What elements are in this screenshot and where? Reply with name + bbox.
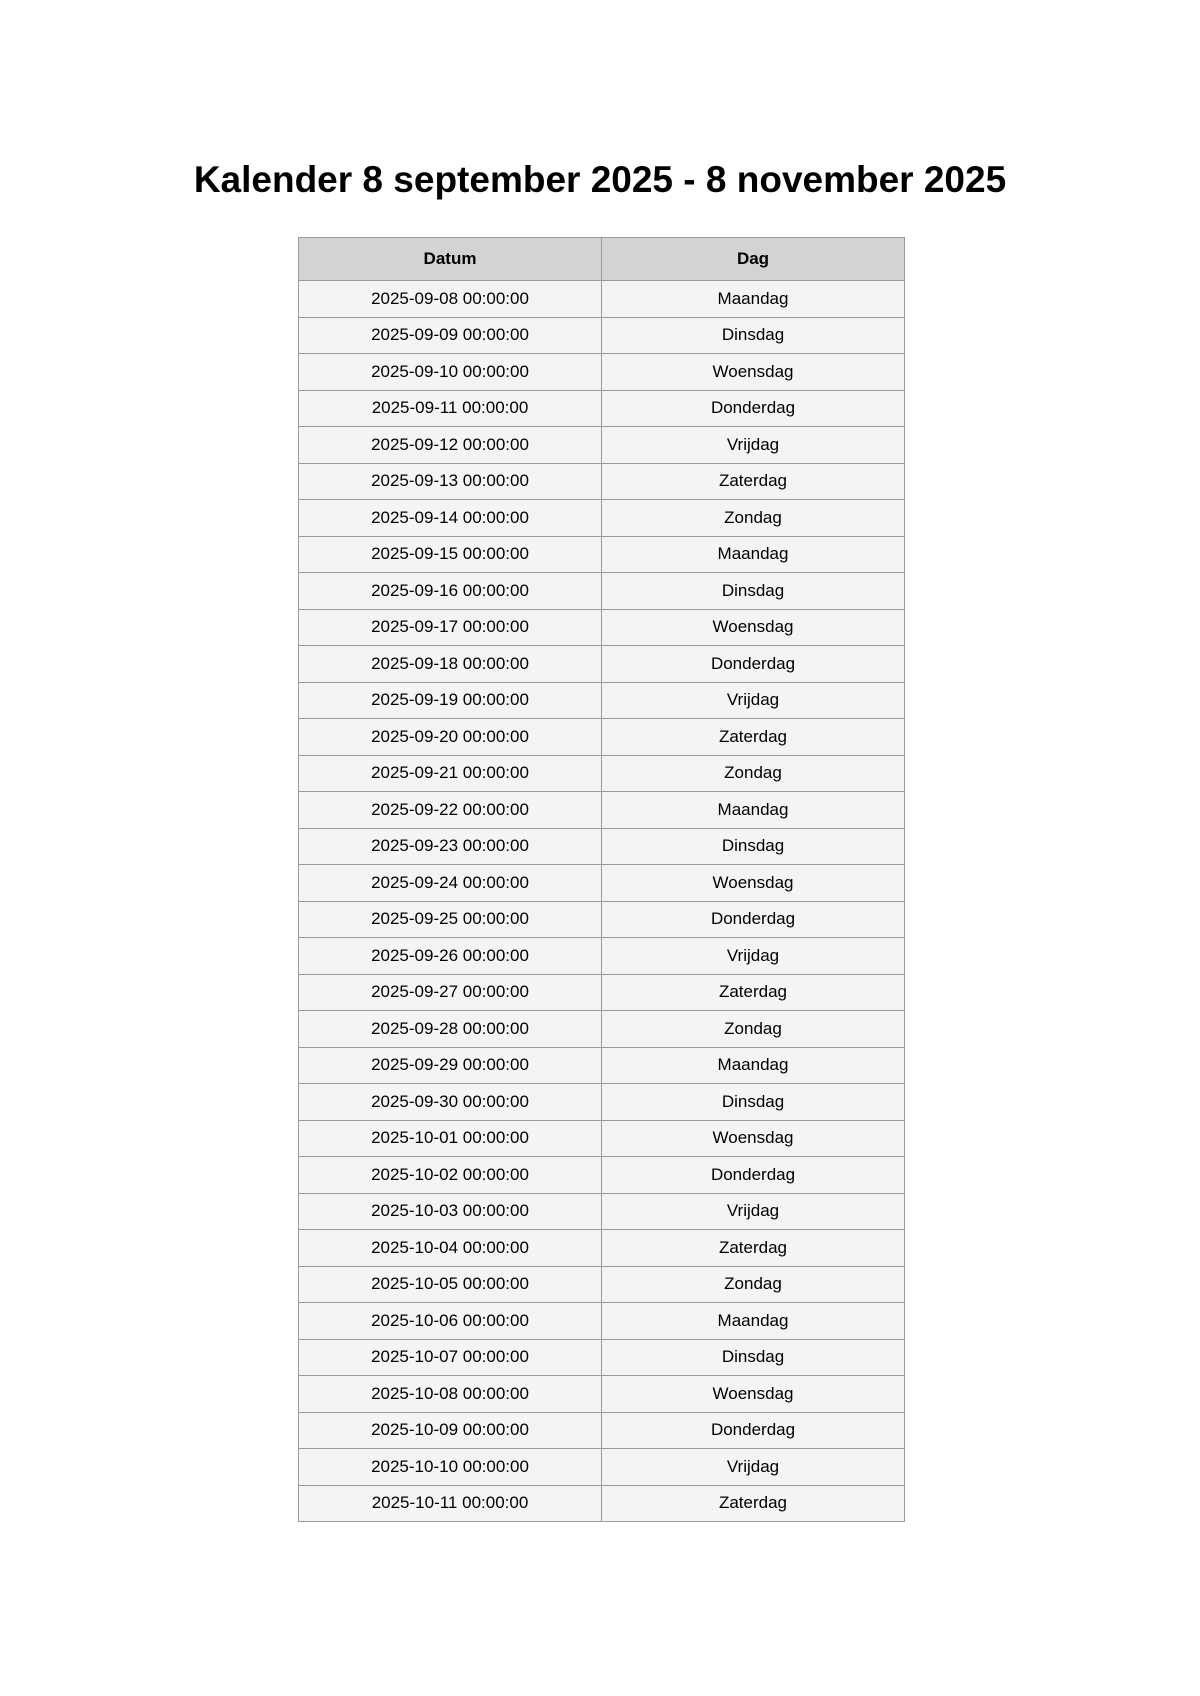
date-cell: 2025-10-06 00:00:00 xyxy=(299,1303,602,1340)
day-cell: Woensdag xyxy=(602,354,905,391)
table-row xyxy=(299,1376,905,1413)
day-cell: Dinsdag xyxy=(602,573,905,610)
day-cell: Maandag xyxy=(602,1047,905,1084)
day-cell: Dinsdag xyxy=(602,828,905,865)
date-cell: 2025-09-18 00:00:00 xyxy=(299,646,602,683)
date-cell: 2025-10-07 00:00:00 xyxy=(299,1339,602,1376)
date-cell: 2025-10-04 00:00:00 xyxy=(299,1230,602,1267)
day-cell: Dinsdag xyxy=(602,317,905,354)
date-cell: 2025-10-03 00:00:00 xyxy=(299,1193,602,1230)
date-cell: 2025-09-23 00:00:00 xyxy=(299,828,602,865)
table-row xyxy=(299,682,905,719)
table-row xyxy=(299,536,905,573)
day-cell: Vrijdag xyxy=(602,1193,905,1230)
day-cell: Dinsdag xyxy=(602,1339,905,1376)
date-cell: 2025-09-08 00:00:00 xyxy=(299,281,602,318)
table-row xyxy=(299,1157,905,1194)
day-cell: Donderdag xyxy=(602,1412,905,1449)
date-cell: 2025-09-13 00:00:00 xyxy=(299,463,602,500)
table-row xyxy=(299,974,905,1011)
day-cell: Zondag xyxy=(602,1266,905,1303)
day-cell: Maandag xyxy=(602,1303,905,1340)
table-row xyxy=(299,828,905,865)
day-cell: Donderdag xyxy=(602,646,905,683)
table-row xyxy=(299,938,905,975)
date-cell: 2025-09-11 00:00:00 xyxy=(299,390,602,427)
date-cell: 2025-09-20 00:00:00 xyxy=(299,719,602,756)
table-row xyxy=(299,1047,905,1084)
date-cell: 2025-09-29 00:00:00 xyxy=(299,1047,602,1084)
date-cell: 2025-10-08 00:00:00 xyxy=(299,1376,602,1413)
day-cell: Maandag xyxy=(602,281,905,318)
date-cell: 2025-09-17 00:00:00 xyxy=(299,609,602,646)
table-row xyxy=(299,865,905,902)
day-cell: Vrijdag xyxy=(602,1449,905,1486)
column-header-dag: Dag xyxy=(602,238,905,281)
table-row xyxy=(299,390,905,427)
date-cell: 2025-10-10 00:00:00 xyxy=(299,1449,602,1486)
day-cell: Vrijdag xyxy=(602,938,905,975)
date-cell: 2025-09-09 00:00:00 xyxy=(299,317,602,354)
table-row xyxy=(299,1339,905,1376)
table-row xyxy=(299,1485,905,1522)
date-cell: 2025-10-05 00:00:00 xyxy=(299,1266,602,1303)
table-row xyxy=(299,427,905,464)
date-cell: 2025-09-15 00:00:00 xyxy=(299,536,602,573)
table-row xyxy=(299,573,905,610)
date-cell: 2025-09-22 00:00:00 xyxy=(299,792,602,829)
table-row xyxy=(299,1412,905,1449)
table-row xyxy=(299,1120,905,1157)
table-header-row xyxy=(299,238,905,281)
date-cell: 2025-09-21 00:00:00 xyxy=(299,755,602,792)
day-cell: Maandag xyxy=(602,536,905,573)
table-row xyxy=(299,719,905,756)
table-row xyxy=(299,281,905,318)
day-cell: Vrijdag xyxy=(602,682,905,719)
table-row xyxy=(299,609,905,646)
date-cell: 2025-09-14 00:00:00 xyxy=(299,500,602,537)
day-cell: Zaterdag xyxy=(602,974,905,1011)
day-cell: Zondag xyxy=(602,500,905,537)
day-cell: Maandag xyxy=(602,792,905,829)
table-row xyxy=(299,354,905,391)
day-cell: Vrijdag xyxy=(602,427,905,464)
day-cell: Dinsdag xyxy=(602,1084,905,1121)
table-row xyxy=(299,792,905,829)
day-cell: Zondag xyxy=(602,1011,905,1048)
table-row xyxy=(299,1266,905,1303)
date-cell: 2025-09-10 00:00:00 xyxy=(299,354,602,391)
day-cell: Donderdag xyxy=(602,901,905,938)
date-cell: 2025-10-11 00:00:00 xyxy=(299,1485,602,1522)
date-cell: 2025-09-25 00:00:00 xyxy=(299,901,602,938)
day-cell: Woensdag xyxy=(602,865,905,902)
page-title: Kalender 8 september 2025 - 8 november 2025 xyxy=(193,159,1007,200)
table-row xyxy=(299,646,905,683)
day-cell: Woensdag xyxy=(602,1120,905,1157)
date-cell: 2025-09-30 00:00:00 xyxy=(299,1084,602,1121)
table-row xyxy=(299,1449,905,1486)
date-cell: 2025-09-27 00:00:00 xyxy=(299,974,602,1011)
date-cell: 2025-09-24 00:00:00 xyxy=(299,865,602,902)
table-row xyxy=(299,1193,905,1230)
date-cell: 2025-09-26 00:00:00 xyxy=(299,938,602,975)
date-cell: 2025-10-02 00:00:00 xyxy=(299,1157,602,1194)
table-row xyxy=(299,755,905,792)
date-cell: 2025-10-01 00:00:00 xyxy=(299,1120,602,1157)
table-row xyxy=(299,1011,905,1048)
date-cell: 2025-09-16 00:00:00 xyxy=(299,573,602,610)
day-cell: Zaterdag xyxy=(602,1230,905,1267)
table-row xyxy=(299,1230,905,1267)
table-row xyxy=(299,1084,905,1121)
table-row xyxy=(299,317,905,354)
date-cell: 2025-10-09 00:00:00 xyxy=(299,1412,602,1449)
date-cell: 2025-09-12 00:00:00 xyxy=(299,427,602,464)
table-row xyxy=(299,901,905,938)
day-cell: Zaterdag xyxy=(602,719,905,756)
day-cell: Zondag xyxy=(602,755,905,792)
day-cell: Woensdag xyxy=(602,609,905,646)
table-row xyxy=(299,1303,905,1340)
day-cell: Zaterdag xyxy=(602,1485,905,1522)
calendar-table xyxy=(298,237,905,1522)
table-row xyxy=(299,463,905,500)
table-body xyxy=(299,281,905,1522)
day-cell: Woensdag xyxy=(602,1376,905,1413)
day-cell: Zaterdag xyxy=(602,463,905,500)
table-row xyxy=(299,500,905,537)
day-cell: Donderdag xyxy=(602,1157,905,1194)
day-cell: Donderdag xyxy=(602,390,905,427)
column-header-datum: Datum xyxy=(299,238,602,281)
date-cell: 2025-09-28 00:00:00 xyxy=(299,1011,602,1048)
date-cell: 2025-09-19 00:00:00 xyxy=(299,682,602,719)
